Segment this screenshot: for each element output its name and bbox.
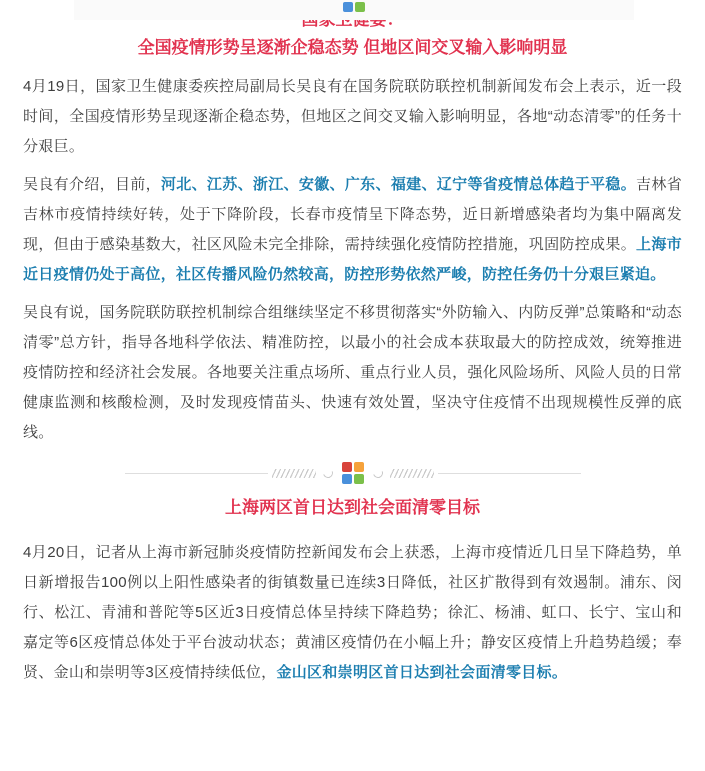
title-line: 上海两区首日达到社会面清零目标 — [225, 498, 480, 517]
square-red — [342, 462, 352, 472]
section-body-2 — [23, 538, 682, 688]
title-line: 全国疫情形势呈逐渐企稳态势 但地区间交叉输入影响明显 — [137, 38, 568, 57]
section-body-1 — [23, 72, 682, 448]
divider-hatch-left — [272, 469, 316, 478]
divider-hatch-right — [390, 469, 434, 478]
body-text: 吴良有介绍，目前， — [23, 176, 161, 193]
square-green — [354, 474, 364, 484]
four-squares-icon — [342, 462, 364, 484]
article-paragraph — [23, 298, 682, 448]
square-blue — [343, 2, 353, 12]
divider-curl-left — [321, 466, 334, 479]
highlighted-text: 金山区和崇明区首日达到社会面清零目标。 — [276, 664, 568, 681]
highlighted-text: 河北、江苏、浙江、安徽、广东、福建、辽宁等省疫情总体趋于平稳。 — [160, 176, 637, 193]
divider-line-right — [438, 473, 581, 474]
article-content — [0, 6, 705, 688]
body-text: 4月19日，国家卫生健康委疾控局副局长吴良有在国务院联防联控机制新闻发布会上表示，近一段时间，全国疫情形势呈现逐渐企稳态势，但地区之间交叉输入影响明显，各地“动态清零”的任务十分艰巨。 — [23, 78, 682, 155]
divider-curl-right — [371, 466, 384, 479]
square-blue — [342, 474, 352, 484]
body-text: 吴良有说，国务院联防联控机制综合组继续坚定不移贯彻落实“外防输入、内防反弹”总策略和“动态清零”总方针，指导各地科学依法、精准防控，以最小的社会成本获取最大的防控成效，统筹推进疫情防控和经济社会发展。各地要关注重点场所、重点行业人员，强化风险场所、风险人员的日常健康监测和核酸检测，及时发现疫情苗头、快速有效处置，坚决守住疫情不出现规模性反弹的底线。 — [23, 304, 682, 441]
body-text: 吉林省吉林市疫情持续好转，处于下降阶段，长春市疫情呈下降态势，近日新增感染者均为集中隔离发现，但由于感染基数大，社区风险未完全排除，需持续强化疫情防控措施，巩固防控成果。 — [23, 176, 682, 253]
top-strip — [74, 0, 634, 20]
square-orange — [354, 462, 364, 472]
body-text: 4月20日，记者从上海市新冠肺炎疫情防控新闻发布会上获悉，上海市疫情近几日呈下降趋势，单日新增报告100例以上阳性感染者的街镇数量已连续3日降低，社区扩散得到有效遏制。浦东、闵行、松江、青浦和普陀等5区近3日疫情总体呈持续下降趋势；徐汇、杨浦、虹口、长宁、宝山和嘉定等6区疫情总体处于平台波动状态；黄浦区疫情仍在小幅上升；静安区疫情上升趋势趋缓；奉贤、金山和崇明等3区疫情持续低位， — [23, 544, 682, 681]
divider-line-left — [125, 473, 268, 474]
article-paragraph — [23, 538, 682, 688]
section-divider — [125, 462, 581, 484]
four-squares-icon — [343, 0, 365, 12]
highlighted-text: 上海市近日疫情仍处于高位，社区传播风险仍然较高，防控形势依然严峻，防控任务仍十分艰巨紧迫。 — [23, 236, 682, 283]
article-paragraph — [23, 72, 682, 162]
section-title-2 — [23, 494, 682, 522]
article-paragraph — [23, 170, 682, 290]
square-green — [355, 2, 365, 12]
